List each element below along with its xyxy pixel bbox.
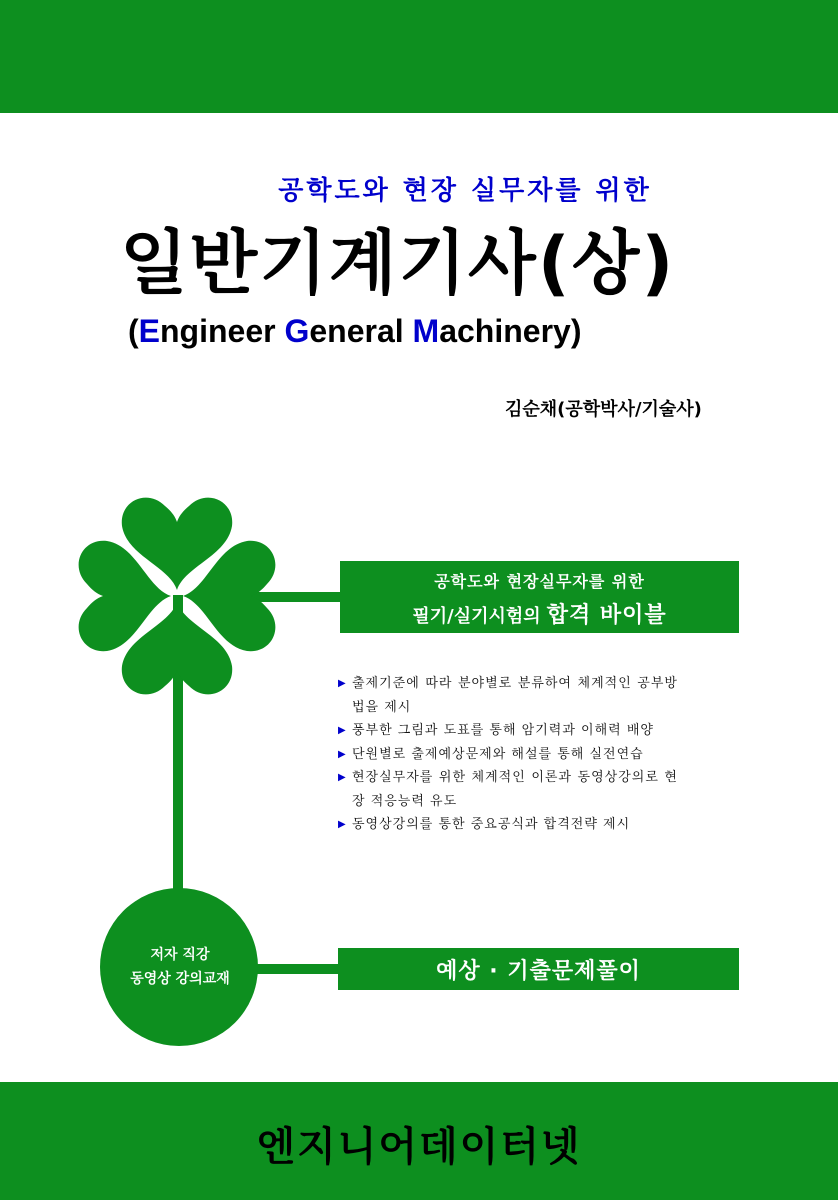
pass-box-line1: 공학도와 현장실무자를 위한	[434, 572, 645, 591]
bullet-arrow-icon: ▶	[338, 678, 347, 689]
publisher-name: 엔지니어데이터넷	[256, 1123, 582, 1170]
book-title: 일반기계기사(상)	[120, 222, 676, 304]
pass-box-line2: 필기/실기시험의 합격 바이블	[412, 603, 667, 628]
list-item: ▶ 풍부한 그림과 도표를 통해 암기력과 이해력 배양	[338, 719, 678, 743]
exam-solutions-box: 예상 · 기출문제풀이	[338, 948, 739, 990]
english-title: (Engineer General Machinery)	[128, 313, 582, 349]
bullet-arrow-icon: ▶	[338, 748, 347, 760]
list-item: ▶ 현장실무자를 위한 체계적인 이론과 동영상강의로 현장 적응능력 유도	[338, 766, 678, 813]
pass-bible-box	[340, 561, 739, 633]
list-item: ▶ 출제기준에 따라 분야별로 분류하여 체계적인 공부방법을 제시	[338, 672, 678, 719]
author: 김순채(공학박사/기술사)	[505, 399, 702, 420]
bullet-arrow-icon: ▶	[338, 725, 347, 736]
bullet-arrow-icon: ▶	[338, 772, 347, 783]
feature-list	[338, 672, 678, 837]
lecture-circle-text: 저자 직강 동영상 강의교재	[130, 947, 230, 987]
bottom-green-band	[0, 1082, 838, 1200]
list-item: ▶ 단원별로 출제예상문제와 해설를 통해 실전연습	[338, 743, 678, 767]
cover-subtitle: 공학도와 현장 실무자를 위한	[278, 176, 652, 206]
list-item: ▶ 동영상강의를 통한 중요공식과 합격전략 제시	[338, 813, 678, 837]
bullet-arrow-icon: ▶	[338, 819, 347, 830]
